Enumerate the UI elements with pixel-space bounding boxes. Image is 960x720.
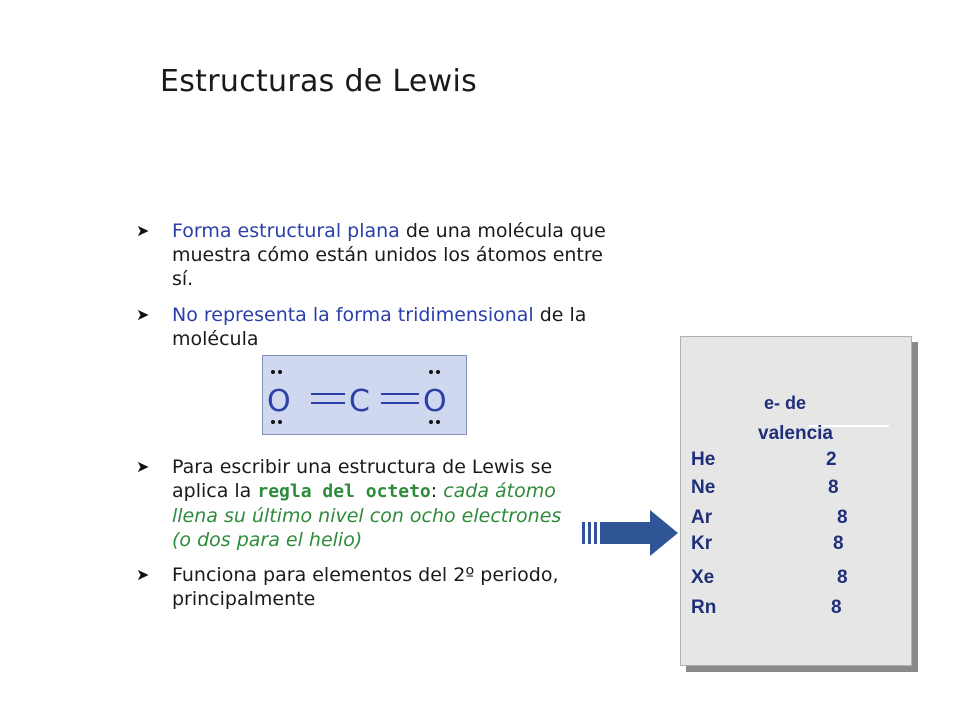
bullet-structural-form [136,219,606,291]
bullet-text: : [430,480,444,502]
element-symbol: Ar [691,507,713,528]
bullet-second-period [136,563,636,611]
valence-count: 2 [826,449,837,470]
left-oxygen-atom: O [267,384,291,419]
noble-gas-row [691,533,891,559]
panel-header-line1: e- de [764,393,807,413]
right-oxygen-atom: O [423,384,447,419]
bullet-arrow-icon: ➤ [136,565,150,584]
co2-lewis-structure [262,355,467,435]
slide-title: Estructuras de Lewis [160,64,478,99]
noble-gas-row [691,507,891,533]
bullet-text: Funciona para elementos del 2º periodo, principalmente [172,564,559,610]
bullet-text: Para escribir una estructura de Lewis se aplica la [172,456,553,502]
element-symbol: Ne [691,477,716,498]
noble-gas-row [691,597,891,623]
carbon-atom: C [349,384,370,419]
bullet-arrow-icon: ➤ [136,305,150,324]
bullet-not-3d [136,303,606,351]
bullet-text: de una molécula que muestra cómo están unidos los átomos entre sí. [172,220,606,290]
element-symbol: He [691,449,716,470]
element-symbol: Kr [691,533,713,554]
panel-header-line2: valencia [758,423,833,444]
bullet-arrow-icon: ➤ [136,221,150,240]
bullet-arrow-icon: ➤ [136,457,150,476]
element-symbol: Rn [691,597,717,618]
valence-count: 8 [828,477,839,498]
valence-count: 8 [831,597,842,618]
element-symbol: Xe [691,567,715,588]
valence-count: 8 [837,567,848,588]
valence-electrons-panel [680,336,912,666]
octet-rule-definition: cada átomo llena su último nivel con ocho electrones (o dos para el helio) [172,480,562,551]
bullet-text: de la molécula [172,304,587,350]
noble-gas-row [691,449,891,475]
octet-rule-term: regla del octeto [257,481,431,502]
bullet-highlight: No representa la forma tridimensional [172,304,534,326]
bullet-octet-rule [136,455,586,552]
bullet-highlight: Forma estructural plana [172,220,400,242]
right-arrow-icon [582,510,682,556]
noble-gas-row [691,567,891,593]
noble-gas-row [691,477,891,503]
valence-count: 8 [833,533,844,554]
valence-count: 8 [837,507,848,528]
